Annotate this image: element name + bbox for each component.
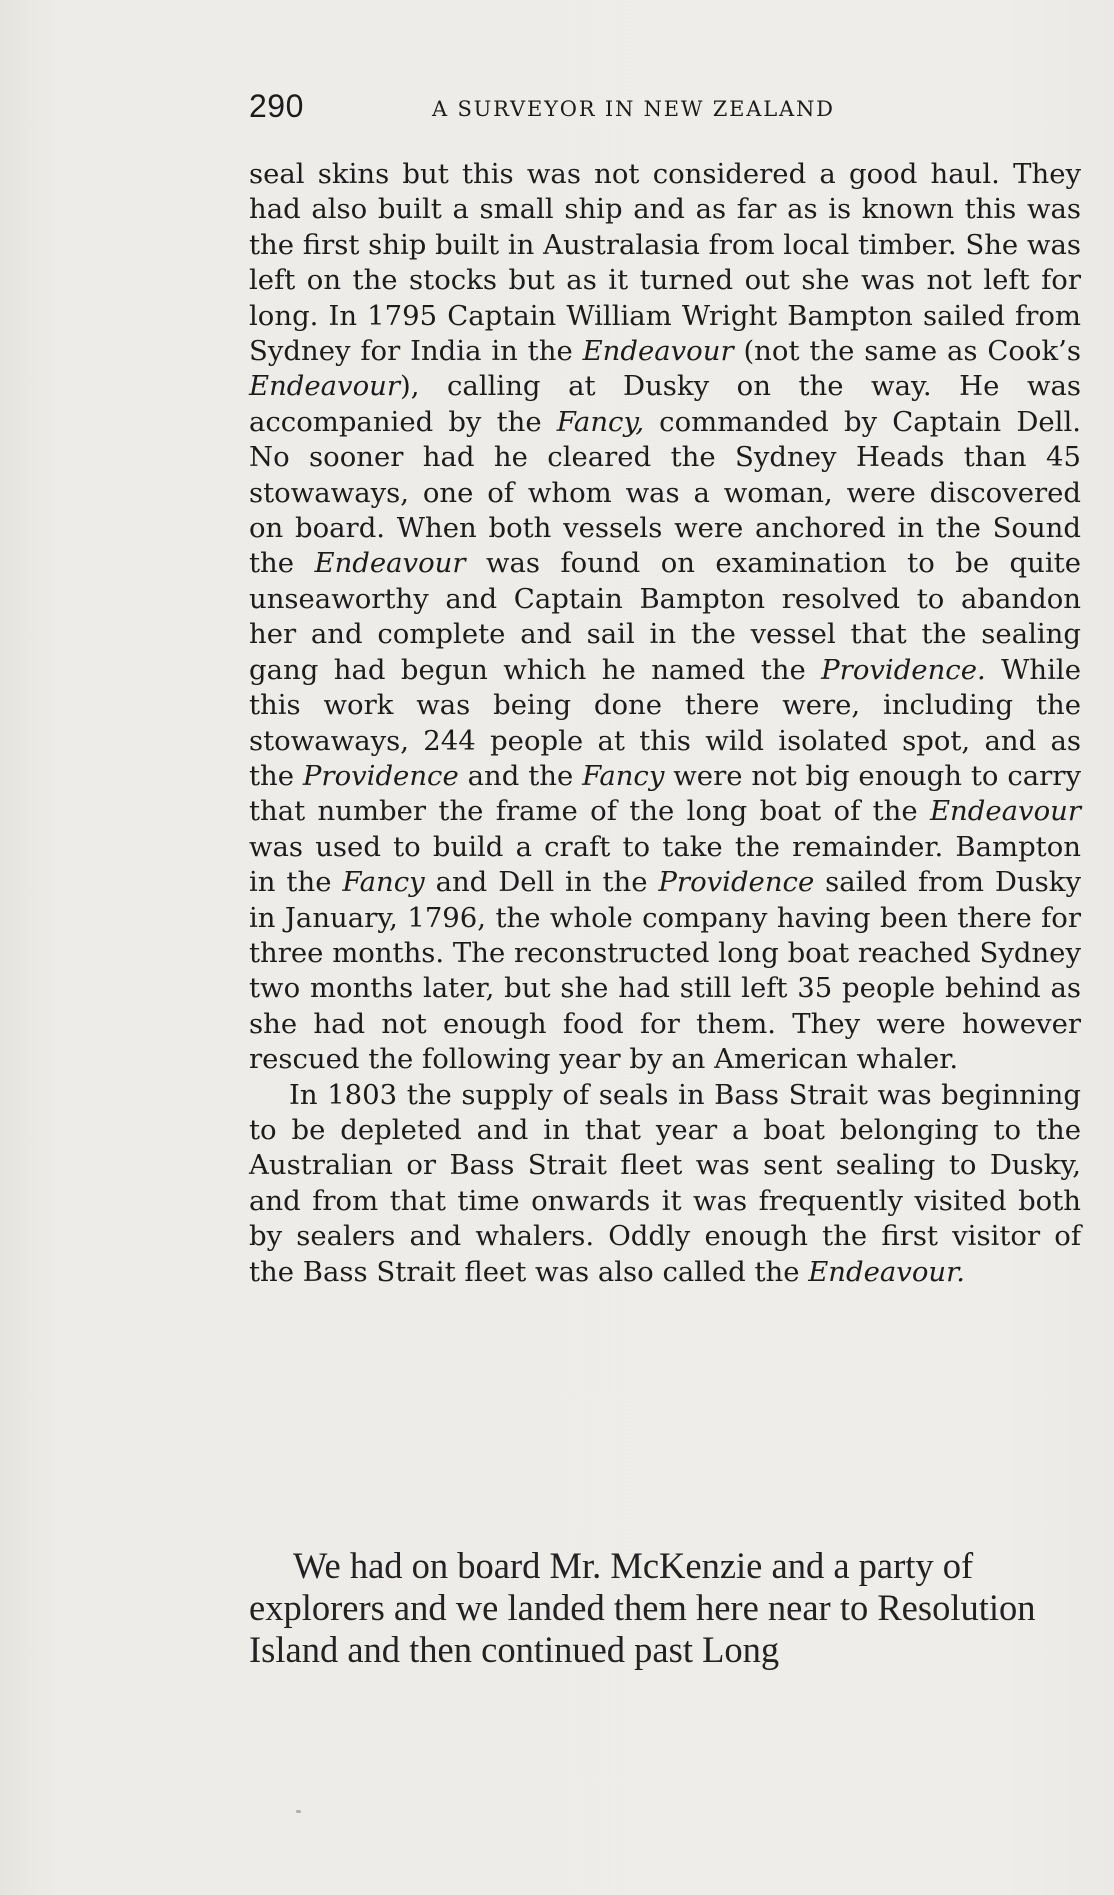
ship-name: Endeavour: [582, 335, 734, 368]
text-segment: sailed from Dusky in January, 1796, the whole company having been there for three months. The reconstructed long boat reached Sydney two months later, but she had still left 35 people behind as she had not enough food for them. They were however rescued the following year by an American whaler.: [249, 866, 1081, 1076]
text-segment: was found on examination to be quite unseaworthy and Captain Bampton resolved to abandon her and complete and sail in the vessel that the sealing gang had begun which he named the: [249, 547, 1081, 686]
text-segment: and Dell in the: [424, 866, 659, 899]
ship-name: Providence: [302, 759, 459, 792]
typescript-insert: [249, 1545, 1089, 1671]
paragraph-1: [249, 157, 1081, 1078]
ship-name: Fancy: [342, 866, 425, 899]
text-segment: were not big enough to carry that number the frame of the long boat of the: [249, 759, 1081, 828]
text-segment: While this work was being done there were, including the stowaways, 244 people at this wild isolated spot, and as the: [249, 653, 1081, 792]
body-text: [249, 157, 1081, 1290]
ship-name: Endeavour: [929, 795, 1081, 828]
paragraph-2: [249, 1078, 1081, 1290]
ship-name: Endeavour: [249, 370, 401, 403]
ship-name: Fancy: [582, 759, 665, 792]
running-header: [249, 88, 1081, 128]
running-title: A SURVEYOR IN NEW ZEALAND: [432, 97, 835, 121]
text-segment: seal skins but this was not considered a good haul. They had also built a small ship and as far as is known this was the first ship built in Australasia from local timber. She was left on the stocks but as it turned out she was not left for long. In 1795 Captain William Wright Bampton sailed from Sydney for India in the: [249, 158, 1081, 368]
text-segment: was used to build a craft to take the remainder. Bampton in the: [249, 830, 1081, 899]
page-number: 290: [249, 88, 304, 124]
ship-name: Providence.: [821, 653, 986, 686]
paper-speck: [296, 1810, 301, 1813]
text-segment: commanded by Captain Dell. No sooner had he cleared the Sydney Heads than 45 stowaways, one of whom was a woman, were discovered on board. When both vessels were anchored in the Sound the: [249, 405, 1081, 580]
ship-name: Endeavour: [314, 547, 466, 580]
ship-name: Providence: [658, 866, 815, 899]
text-segment: ), calling at Dusky on the way. He was accompanied by the: [249, 370, 1081, 438]
ship-name: Fancy,: [556, 405, 645, 438]
text-segment: and the: [458, 759, 583, 792]
text-segment: (not the same as Cook’s: [733, 335, 1081, 368]
text-segment: In 1803 the supply of seals in Bass Strait was beginning to be depleted and in that year a boat belonging to the Australian or Bass Strait fleet was sent sealing to Dusky, and from that time onwards it was frequently visited both by sealers and whalers. Oddly enough the first visitor of the Bass Strait fleet was also called the: [249, 1078, 1081, 1288]
typescript-paragraph: We had on board Mr. McKenzie and a party of explorers and we landed them here near to Resolution Island and then continued past Long: [249, 1545, 1036, 1670]
ship-name: Endeavour.: [808, 1255, 965, 1288]
